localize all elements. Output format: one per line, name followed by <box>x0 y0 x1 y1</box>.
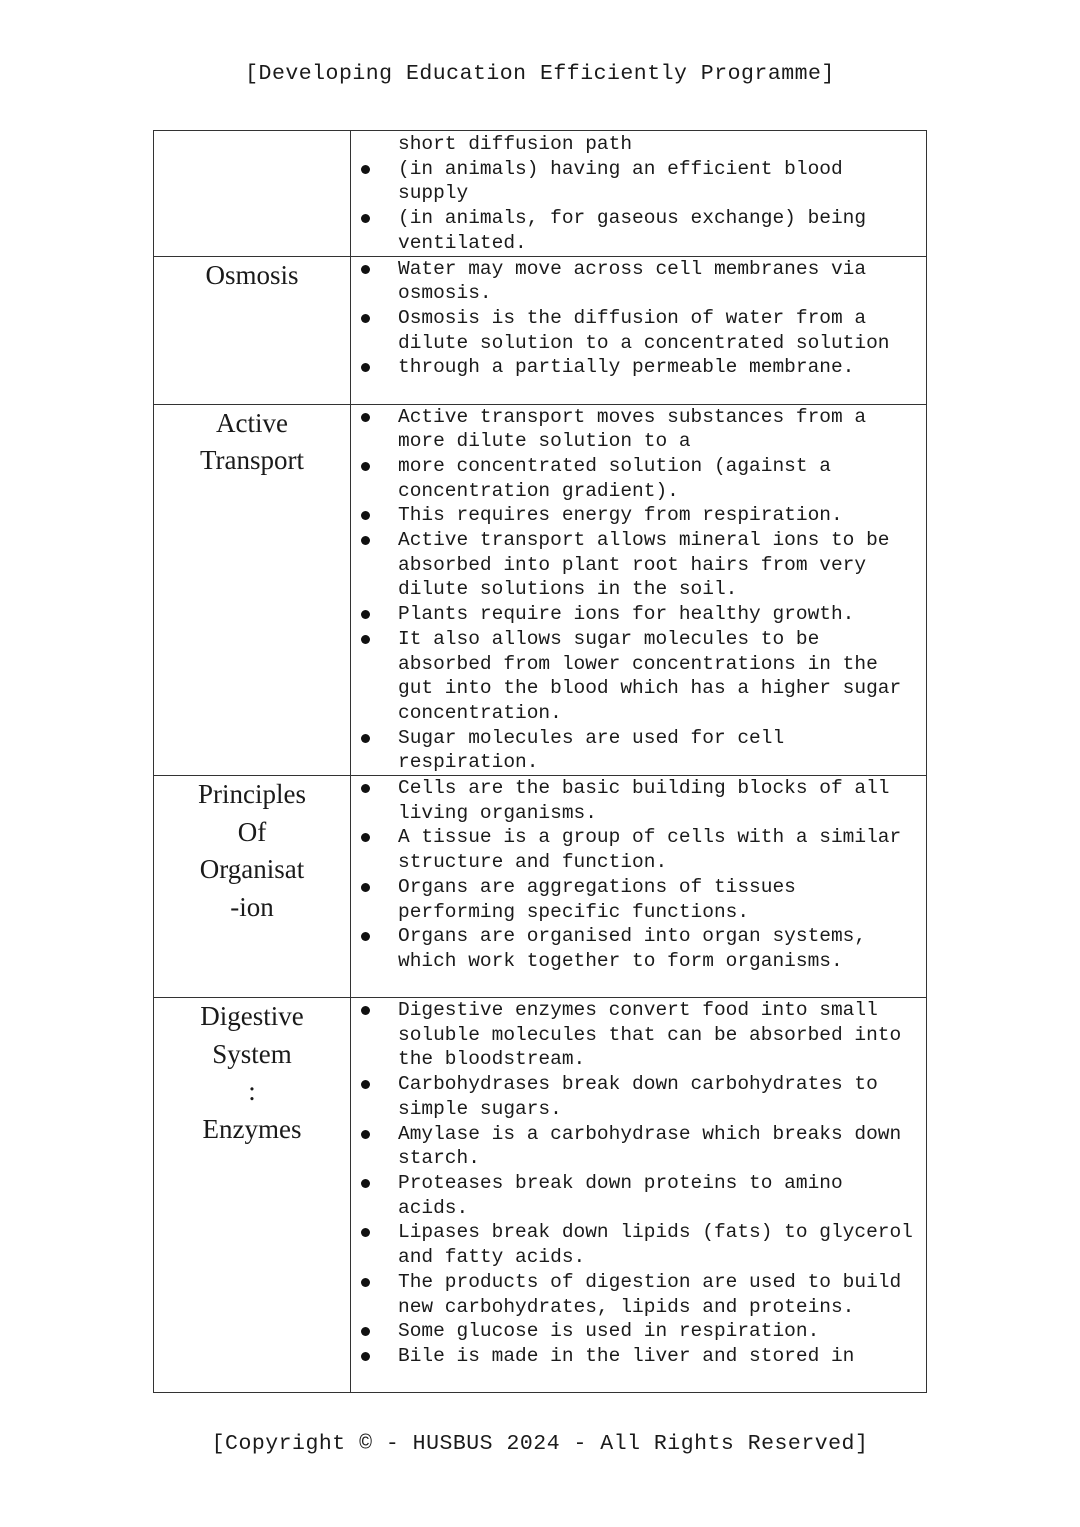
topic-title-line: : <box>248 1076 256 1107</box>
bullet-icon <box>361 363 370 372</box>
bullet-icon <box>361 214 370 223</box>
list-item <box>398 132 922 157</box>
notes-table <box>153 130 927 1393</box>
table-row <box>154 131 927 257</box>
bullet-icon <box>361 536 370 545</box>
point-text: Amylase is a carbohydrase which breaks down starch. <box>398 1122 902 1170</box>
point-text: short diffusion path <box>398 133 633 155</box>
point-text: Some glucose is used in respiration. <box>398 1320 820 1343</box>
topic-title-line: Of <box>237 816 267 847</box>
point-text: Water may move across cell membranes via osmosis. <box>398 257 867 305</box>
topic-title-line: System <box>212 1038 292 1069</box>
point-text: more concentrated solution (against a concentration gradient). <box>398 454 831 502</box>
point-text: A tissue is a group of cells with a similar structure and function. <box>398 826 902 874</box>
point-text: This requires energy from respiration. <box>398 504 843 527</box>
point-text: Osmosis is the diffusion of water from a dilute solution to a concentrated solution <box>398 306 890 354</box>
bullet-icon <box>361 883 370 892</box>
bullet-icon <box>361 1130 370 1139</box>
point-text: Carbohydrases break down carbohydrates to simple sugars. <box>398 1073 878 1120</box>
list-item <box>398 503 922 528</box>
list-item <box>398 306 922 355</box>
bullet-icon <box>361 413 370 422</box>
bullet-icon <box>361 265 370 274</box>
points-cell <box>351 776 927 998</box>
list-item <box>398 454 922 503</box>
list-item <box>398 1270 922 1319</box>
points-cell <box>351 256 927 404</box>
list-item <box>398 206 922 255</box>
point-text: Organs are aggregations of tissues performing specific functions. <box>398 875 796 923</box>
table-row <box>154 404 927 776</box>
points-cell <box>351 404 927 776</box>
points-cell <box>351 131 927 257</box>
point-text: Lipases break down lipids (fats) to glycerol and fatty acids. <box>398 1221 913 1269</box>
list-item <box>398 998 922 1072</box>
list-item <box>398 924 922 973</box>
bullet-icon <box>361 734 370 743</box>
point-text: Cells are the basic building blocks of all living organisms. <box>398 777 890 824</box>
topic-title-line: Osmosis <box>205 259 299 290</box>
bullet-list <box>351 776 926 974</box>
list-item <box>398 1072 922 1121</box>
topic-title-line: Principles <box>198 779 306 810</box>
topic-cell <box>154 776 351 998</box>
list-item <box>398 1319 922 1344</box>
bullet-list <box>351 998 926 1369</box>
point-text: Plants require ions for healthy growth. <box>398 603 855 626</box>
list-item <box>398 627 922 726</box>
table-row <box>154 776 927 998</box>
topic-cell <box>154 404 351 776</box>
topic-cell <box>154 131 351 257</box>
point-text: through a partially permeable membrane. <box>398 356 855 379</box>
bullet-icon <box>361 314 370 323</box>
list-item <box>398 355 922 380</box>
bullet-icon <box>361 462 370 471</box>
page-header: [Developing Education Efficiently Programme] <box>245 62 835 86</box>
list-item <box>398 875 922 924</box>
topic-cell <box>154 256 351 404</box>
list-item <box>398 776 922 825</box>
list-item <box>398 1171 922 1220</box>
point-text: (in animals, for gaseous exchange) being ventilated. <box>398 207 867 254</box>
bullet-icon <box>361 1228 370 1237</box>
point-text: Bile is made in the liver and stored in <box>398 1344 855 1367</box>
bullet-icon <box>361 1327 370 1336</box>
point-text: Proteases break down proteins to amino acids. <box>398 1171 843 1219</box>
table-row <box>154 998 927 1393</box>
copyright-footer: [Copyright © - HUSBUS 2024 - All Rights Reserved] <box>211 1432 869 1456</box>
list-item <box>398 825 922 874</box>
table-row <box>154 256 927 404</box>
points-cell <box>351 998 927 1393</box>
topic-cell <box>154 998 351 1393</box>
bullet-icon <box>361 1278 370 1287</box>
bullet-list <box>351 405 926 776</box>
bullet-icon <box>361 833 370 842</box>
list-item <box>398 1220 922 1269</box>
bullet-icon <box>361 1080 370 1089</box>
list-item <box>398 602 922 627</box>
bullet-icon <box>361 610 370 619</box>
bullet-list <box>351 131 926 256</box>
list-item <box>398 1344 922 1369</box>
point-text: It also allows sugar molecules to be absorbed from lower concentrations in the gut into the blood which has a higher sugar concentration. <box>398 627 902 724</box>
topic-title-line: Digestive <box>200 1001 304 1032</box>
list-item <box>398 1122 922 1171</box>
list-item <box>398 405 922 454</box>
bullet-icon <box>361 1352 370 1361</box>
bullet-icon <box>361 1006 370 1015</box>
list-item <box>398 257 922 306</box>
bullet-icon <box>361 511 370 520</box>
point-text: Active transport moves substances from a more dilute solution to a <box>398 405 867 453</box>
list-item <box>398 528 922 602</box>
point-text: Digestive enzymes convert food into small soluble molecules that can be absorbed into the bloodstream. <box>398 999 902 1071</box>
point-text: Sugar molecules are used for cell respiration. <box>398 726 785 774</box>
bullet-list <box>351 257 926 381</box>
bullet-icon <box>361 635 370 644</box>
bullet-icon <box>361 784 370 793</box>
topic-title-line: Organisat <box>199 854 305 885</box>
topic-title-line: -ion <box>230 891 274 922</box>
list-item <box>398 157 922 206</box>
point-text: The products of digestion are used to build new carbohydrates, lipids and proteins. <box>398 1270 902 1318</box>
bullet-icon <box>361 1179 370 1188</box>
point-text: Active transport allows mineral ions to be absorbed into plant root hairs from very dilute solutions in the soil. <box>398 529 890 601</box>
point-text: (in animals) having an efficient blood supply <box>398 157 843 205</box>
bullet-icon <box>361 932 370 941</box>
point-text: Organs are organised into organ systems, which work together to form organisms. <box>398 925 867 972</box>
list-item <box>398 726 922 775</box>
topic-title-line: Active <box>216 407 288 438</box>
topic-title-line: Transport <box>199 445 305 476</box>
bullet-icon <box>361 165 370 174</box>
topic-title-line: Enzymes <box>202 1113 302 1144</box>
